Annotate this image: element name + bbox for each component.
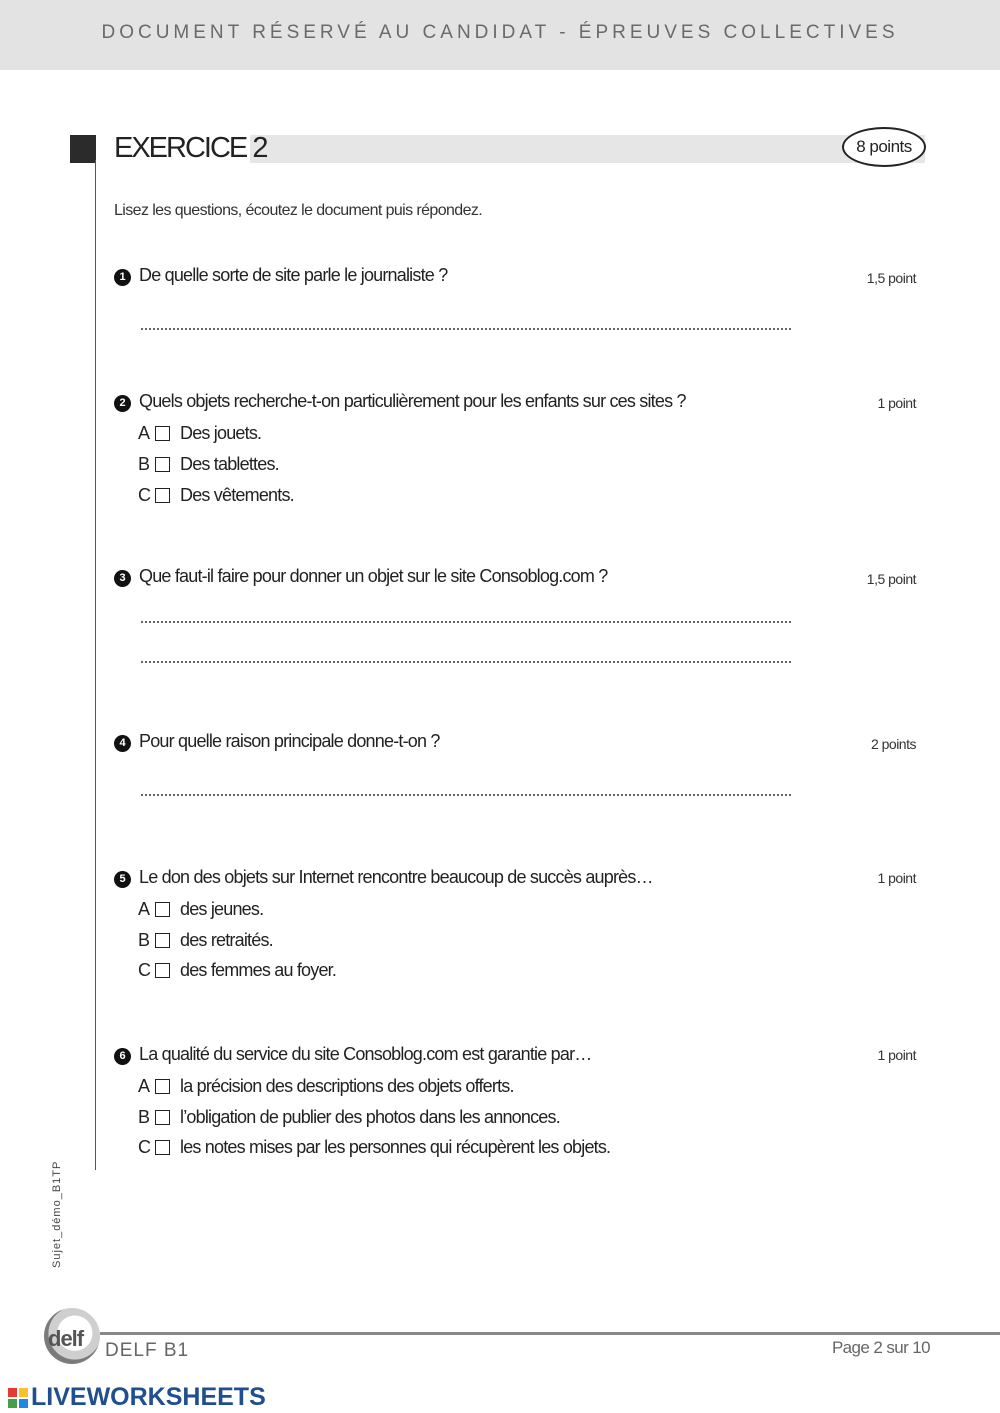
- question-text: Le don des objets sur Internet rencontre beaucoup de succès auprès…: [139, 867, 653, 887]
- question-number: 5: [114, 871, 131, 888]
- checkbox[interactable]: [155, 1140, 170, 1155]
- checkbox[interactable]: [155, 933, 170, 948]
- instruction: Lisez les questions, écoutez le document puis répondez.: [114, 202, 483, 219]
- option-c[interactable]: [138, 1137, 610, 1158]
- option-a[interactable]: [138, 899, 263, 920]
- question-points: 1 point: [877, 395, 916, 411]
- logo-text: delf: [48, 1326, 84, 1351]
- option-text: des jeunes.: [180, 899, 264, 919]
- option-a[interactable]: [138, 423, 261, 444]
- option-c[interactable]: [138, 485, 294, 506]
- checkbox[interactable]: [155, 426, 170, 441]
- total-points-badge: 8 points: [842, 127, 926, 167]
- question-text: Pour quelle raison principale donne-t-on ?: [139, 731, 440, 751]
- question-6: [114, 1044, 592, 1065]
- question-5: [114, 867, 653, 888]
- liveworksheets-logo-icon: [8, 1388, 28, 1408]
- checkbox[interactable]: [155, 1110, 170, 1125]
- option-letter: C: [138, 485, 151, 505]
- question-points: 1 point: [877, 1047, 916, 1063]
- option-text: Des vêtements.: [180, 485, 294, 505]
- option-text: Des jouets.: [180, 423, 262, 443]
- header-text: DOCUMENT RÉSERVÉ AU CANDIDAT - ÉPREUVES COLLECTIVES: [101, 22, 899, 43]
- option-letter: B: [138, 930, 150, 950]
- option-letter: B: [138, 1107, 150, 1127]
- option-text: la précision des descriptions des objets offerts.: [180, 1076, 514, 1096]
- question-number: 4: [114, 735, 131, 752]
- exercise-marker: [70, 135, 96, 163]
- option-a[interactable]: [138, 1076, 514, 1097]
- question-2: [114, 391, 686, 412]
- checkbox[interactable]: [155, 963, 170, 978]
- question-text: De quelle sorte de site parle le journaliste ?: [139, 265, 448, 285]
- question-points: 1 point: [877, 870, 916, 886]
- answer-line[interactable]: [140, 661, 792, 663]
- option-text: les notes mises par les personnes qui récupèrent les objets.: [180, 1137, 611, 1157]
- checkbox[interactable]: [155, 488, 170, 503]
- watermark: [8, 1383, 266, 1412]
- option-b[interactable]: [138, 1107, 560, 1128]
- question-number: 3: [114, 570, 131, 587]
- question-points: 2 points: [870, 736, 916, 752]
- checkbox[interactable]: [155, 1079, 170, 1094]
- answer-line[interactable]: [140, 621, 792, 623]
- option-letter: A: [138, 899, 150, 919]
- question-number: 1: [114, 269, 131, 286]
- option-b[interactable]: [138, 454, 279, 475]
- footer-rule: [100, 1332, 1000, 1335]
- option-text: des retraités.: [180, 930, 273, 950]
- watermark-text: LIVEWORKSHEETS: [31, 1383, 266, 1411]
- question-text: Que faut-il faire pour donner un objet sur le site Consoblog.com ?: [139, 566, 608, 586]
- left-rule: [95, 160, 96, 1170]
- option-text: des femmes au foyer.: [180, 960, 337, 980]
- question-number: 6: [114, 1048, 131, 1065]
- checkbox[interactable]: [155, 457, 170, 472]
- option-c[interactable]: [138, 960, 336, 981]
- title-bar: [250, 135, 925, 163]
- option-b[interactable]: [138, 930, 273, 951]
- question-points: 1,5 point: [866, 270, 916, 286]
- question-4: [114, 731, 440, 752]
- option-letter: B: [138, 454, 150, 474]
- option-text: l’obligation de publier des photos dans les annonces.: [180, 1107, 560, 1127]
- side-label: Sujet_démo_B1TP: [51, 1160, 63, 1268]
- option-letter: C: [138, 960, 151, 980]
- option-letter: A: [138, 423, 150, 443]
- exam-level: DELF B1: [105, 1340, 190, 1361]
- page-number: Page 2 sur 10: [831, 1338, 930, 1357]
- question-1: [114, 265, 447, 286]
- answer-line[interactable]: [140, 328, 792, 330]
- question-points: 1,5 point: [866, 571, 916, 587]
- question-text: La qualité du service du site Consoblog.com est garantie par…: [139, 1044, 592, 1064]
- question-text: Quels objets recherche-t-on particulièrement pour les enfants sur ces sites ?: [139, 391, 686, 411]
- option-letter: C: [138, 1137, 151, 1157]
- exercise-title: EXERCICE 2: [114, 132, 267, 164]
- question-number: 2: [114, 395, 131, 412]
- answer-line[interactable]: [140, 794, 792, 796]
- option-letter: A: [138, 1076, 150, 1096]
- option-text: Des tablettes.: [180, 454, 279, 474]
- question-3: [114, 566, 608, 587]
- checkbox[interactable]: [155, 902, 170, 917]
